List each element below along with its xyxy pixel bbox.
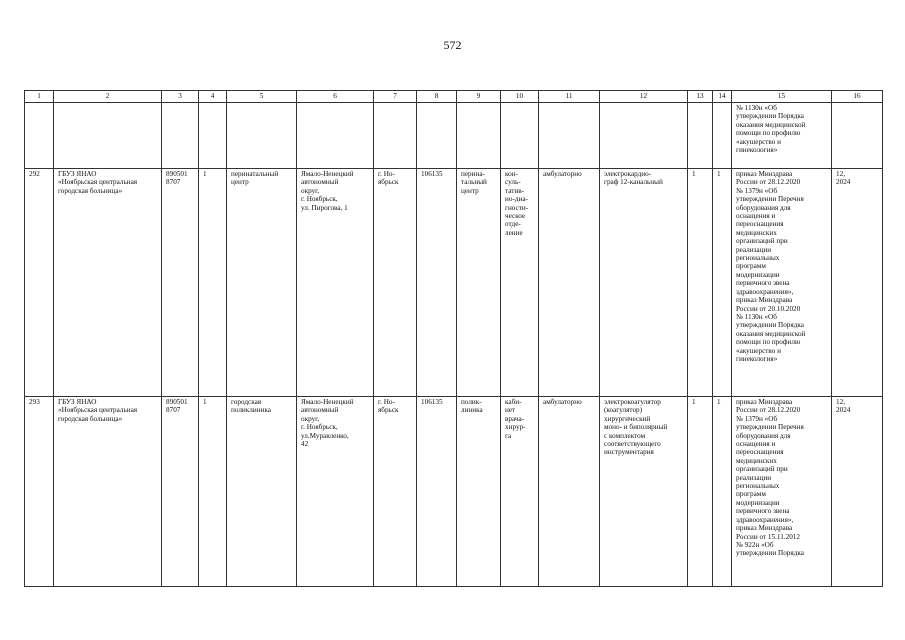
cell-code (417, 103, 457, 169)
cell-deadline (832, 103, 883, 169)
equipment-register-table (24, 90, 883, 587)
table-row (25, 103, 883, 169)
cell-equipment: электрокардио- граф 12-канальный (600, 169, 688, 397)
cell-row-number: 293 (25, 397, 54, 587)
cell-care-form: амбулаторно (539, 397, 600, 587)
cell-address: Ямало-Ненецкий автономный округ, г. Ноябрьск, ул. Пирогова, 1 (297, 169, 374, 397)
column-number: 15 (732, 91, 832, 103)
cell-department: кон- суль- татив- но-диа- гности- ческое отде- ление (501, 169, 539, 397)
column-number: 11 (539, 91, 600, 103)
column-number: 9 (457, 91, 501, 103)
cell-address (297, 103, 374, 169)
column-number: 6 (297, 91, 374, 103)
cell-address: Ямало-Ненецкий автономный округ, г. Ноябрьск, ул.Муравленко, 42 (297, 397, 374, 587)
cell-facility-type (227, 103, 297, 169)
cell-facility-type: перинатальный центр (227, 169, 297, 397)
cell-quantity-2: 1 (713, 169, 732, 397)
cell-care-form: амбулаторно (539, 169, 600, 397)
table-row (25, 169, 883, 397)
column-number: 12 (600, 91, 688, 103)
column-number: 4 (199, 91, 227, 103)
cell-city: г. Но- ябрьск (374, 397, 417, 587)
cell-quantity: 1 (688, 397, 713, 587)
cell-code: 106135 (417, 397, 457, 587)
cell-equipment (600, 103, 688, 169)
column-number: 7 (374, 91, 417, 103)
cell-row-number: 292 (25, 169, 54, 397)
cell-deadline: 12, 2024 (832, 397, 883, 587)
cell-col4 (199, 103, 227, 169)
cell-quantity-2: 1 (713, 397, 732, 587)
cell-facility-type: городская поликлиника (227, 397, 297, 587)
cell-department (501, 103, 539, 169)
column-number: 16 (832, 91, 883, 103)
cell-unit: перина- тальный центр (457, 169, 501, 397)
cell-inn: 890501 8707 (162, 397, 199, 587)
cell-code: 106135 (417, 169, 457, 397)
cell-col4: 1 (199, 397, 227, 587)
cell-department: каби- нет врача- хирур- га (501, 397, 539, 587)
column-number-row (25, 91, 883, 103)
cell-organization: ГБУЗ ЯНАО «Ноябрьская центральная городская больница» (54, 169, 162, 397)
cell-row-number (25, 103, 54, 169)
column-number: 13 (688, 91, 713, 103)
cell-col4: 1 (199, 169, 227, 397)
column-number: 8 (417, 91, 457, 103)
column-number: 10 (501, 91, 539, 103)
cell-equipment: электрокоагулятор (коагулятор) хирургический моно- и биполярный с комплектом соответствующего инструментария (600, 397, 688, 587)
cell-legal-basis: № 1130н «Об утверждении Порядка оказания медицинской помощи по профилю «акушерство и гинекология» (732, 103, 832, 169)
column-number: 3 (162, 91, 199, 103)
cell-legal-basis: приказ Минздрава России от 28.12.2020 № 1379н «Об утверждении Перечня оборудования для оснащения и переоснащения медицинских организаций при реализации региональных программ модернизации первичного звена здравоохранения», приказ Минздрава России от 15.11.2012 № 922н «Об утверждении Порядка (732, 397, 832, 587)
cell-deadline: 12, 2024 (832, 169, 883, 397)
cell-quantity: 1 (688, 169, 713, 397)
cell-inn: 890501 8707 (162, 169, 199, 397)
cell-unit (457, 103, 501, 169)
cell-city (374, 103, 417, 169)
column-number: 14 (713, 91, 732, 103)
cell-quantity-2 (713, 103, 732, 169)
column-number: 5 (227, 91, 297, 103)
column-number: 2 (54, 91, 162, 103)
column-number: 1 (25, 91, 54, 103)
cell-city: г. Но- ябрьск (374, 169, 417, 397)
table-row (25, 397, 883, 587)
cell-care-form (539, 103, 600, 169)
cell-inn (162, 103, 199, 169)
cell-legal-basis: приказ Минздрава России от 28.12.2020 № 1379н «Об утверждении Перечня оборудования для оснащения и переоснащения медицинских организаций при реализации региональных программ модернизации первичного звена здравоохранения», приказ Минздрава России от 20.10.2020 № 1130н «Об утверждении Порядка оказания медицинской помощи по профилю «акушерство и гинекология» (732, 169, 832, 397)
cell-organization: ГБУЗ ЯНАО «Ноябрьская центральная городская больница» (54, 397, 162, 587)
page-number: 572 (443, 38, 462, 52)
cell-quantity (688, 103, 713, 169)
cell-organization (54, 103, 162, 169)
cell-unit: полик- линика (457, 397, 501, 587)
